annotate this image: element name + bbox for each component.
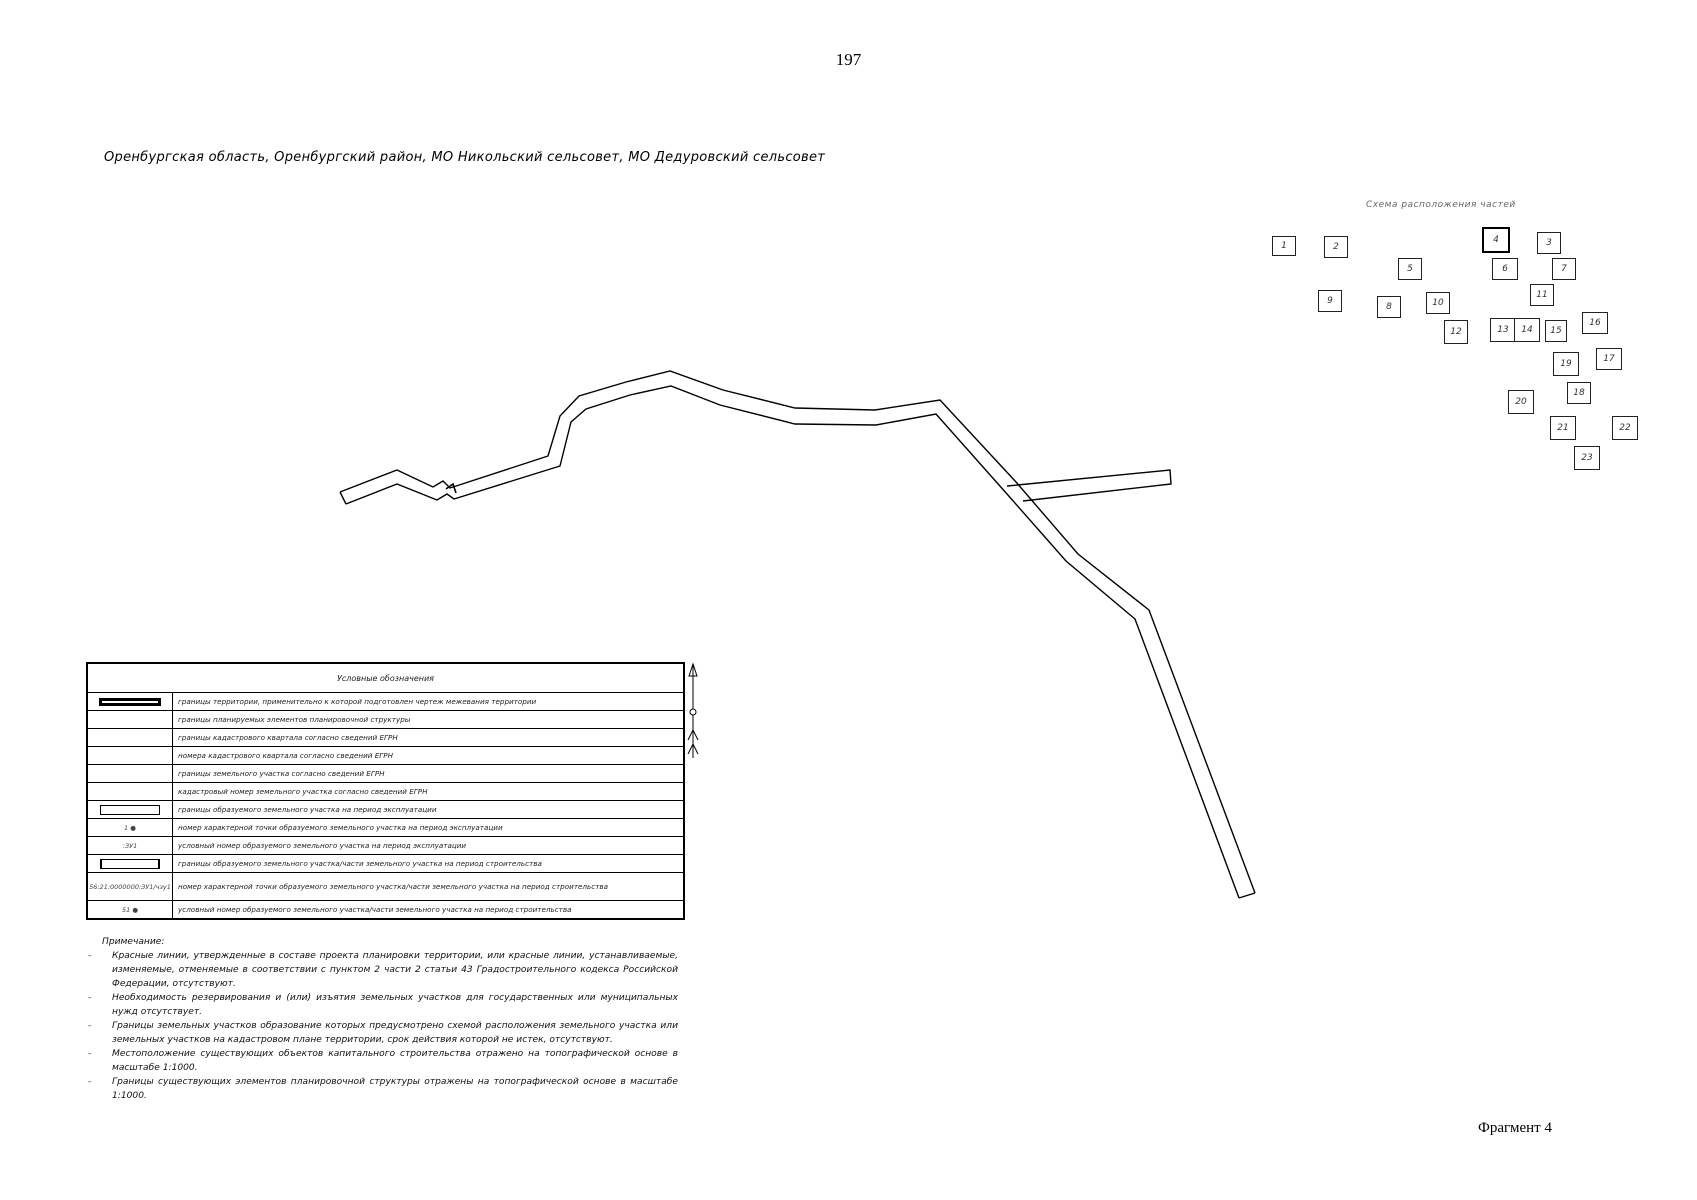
legend-text: кадастровый номер земельного участка согласно сведений ЕГРН xyxy=(178,786,428,796)
keymap-part-10[interactable] xyxy=(1426,292,1450,314)
keymap-part-label: 4 xyxy=(1493,235,1499,245)
keymap-part-16[interactable] xyxy=(1582,312,1608,334)
legend-symbol-label: 56:21:0000000:ЗУ1/чзу1 xyxy=(89,882,171,891)
legend-symbol-empty xyxy=(88,729,173,746)
legend-text: границы территории, применительно к которой подготовлен чертеж межевания территории xyxy=(178,696,537,706)
keymap-part-14[interactable] xyxy=(1514,318,1540,342)
legend-symbol-point: 1 ● xyxy=(88,819,173,836)
keymap-part-7[interactable] xyxy=(1552,258,1576,280)
note-item: - Границы земельных участков образование которых предусмотрено схемой расположения земельного участка или земельных участков на кадастровом плане территории, срок действия которой не истек, отсутствуют. xyxy=(86,1019,678,1047)
keymap-part-21[interactable] xyxy=(1550,416,1576,440)
keymap-part-17[interactable] xyxy=(1596,348,1622,370)
legend-text: границы планируемых элементов планировочной структуры xyxy=(178,714,411,724)
keymap-part-18[interactable] xyxy=(1567,382,1591,404)
legend-symbol-empty xyxy=(88,711,173,728)
legend-symbol-bracket xyxy=(88,855,173,872)
legend-symbol-thick-border xyxy=(88,693,173,710)
legend-row xyxy=(88,873,683,901)
page-number: 197 xyxy=(835,50,862,69)
keymap-part-9[interactable] xyxy=(1318,290,1342,312)
keymap-part-label: 12 xyxy=(1450,327,1462,337)
keymap-part-label: 8 xyxy=(1386,302,1392,312)
keymap-part-label: 19 xyxy=(1560,359,1572,369)
legend-row xyxy=(88,729,683,747)
legend-table xyxy=(86,662,685,920)
legend-symbol-box xyxy=(88,801,173,818)
note-item: - Местоположение существующих объектов капитального строительства отражено на топографической основе в масштабе 1:1000. xyxy=(86,1047,678,1075)
keymap-part-3[interactable] xyxy=(1537,232,1561,254)
legend-symbol-label: 51 xyxy=(121,905,131,914)
legend-title: Условные обозначения xyxy=(88,664,683,693)
corridor-branch xyxy=(1007,470,1171,501)
keymap-part-label: 5 xyxy=(1407,264,1413,274)
keymap-part-label: 13 xyxy=(1497,325,1509,335)
keymap-part-5[interactable] xyxy=(1398,258,1422,280)
keymap-part-4[interactable] xyxy=(1482,227,1510,253)
keymap-part-label: 11 xyxy=(1536,290,1548,300)
legend-text: условный номер образуемого земельного участка на период эксплуатации xyxy=(178,840,467,850)
keymap-part-20[interactable] xyxy=(1508,390,1534,414)
keymap-part-label: 17 xyxy=(1603,354,1615,364)
legend-text: границы образуемого земельного участка на период эксплуатации xyxy=(178,804,437,814)
note-item: - Границы существующих элементов планировочной структуры отражены на топографической основе в масштабе 1:1000. xyxy=(86,1075,678,1103)
legend-row xyxy=(88,693,683,711)
keymap-part-label: 6 xyxy=(1502,264,1508,274)
corridor-cap-west xyxy=(340,492,346,504)
legend-text: границы кадастрового квартала согласно сведений ЕГРН xyxy=(178,732,398,742)
keymap-part-label: 23 xyxy=(1581,453,1593,463)
legend-text: номер характерной точки образуемого земельного участка на период эксплуатации xyxy=(178,822,503,832)
keymap-part-label: 18 xyxy=(1573,388,1585,398)
keymap-part-2[interactable] xyxy=(1324,236,1348,258)
legend-symbol-label: 1 xyxy=(124,823,129,832)
keymap-part-label: 1 xyxy=(1281,241,1287,251)
keymap-part-label: 14 xyxy=(1521,325,1533,335)
legend-symbol-empty xyxy=(88,747,173,764)
legend-symbol-empty xyxy=(88,783,173,800)
note-item: - Красные линии, утвержденные в составе проекта планировки территории, или красные линии, устанавливаемые, изменяемые, отменяемые в соответствии с пунктом 2 части 2 статьи 43 Градостроительного кодекса Российской Федерации, отсутствуют. xyxy=(86,949,678,991)
keymap-part-1[interactable] xyxy=(1272,236,1296,256)
note-item: - Необходимость резервирования и (или) изъятия земельных участков для государственных или муниципальных нужд отсутствует. xyxy=(86,991,678,1019)
keymap-part-8[interactable] xyxy=(1377,296,1401,318)
legend-row xyxy=(88,747,683,765)
legend-row xyxy=(88,837,683,855)
legend-text: условный номер образуемого земельного участка/части земельного участка на период строительства xyxy=(178,904,572,914)
keymap-part-19[interactable] xyxy=(1553,352,1579,376)
notes-title: Примечание: xyxy=(102,937,165,947)
keymap-part-15[interactable] xyxy=(1545,320,1567,342)
legend-row xyxy=(88,801,683,819)
legend-row xyxy=(88,783,683,801)
legend-text: границы земельного участка согласно сведений ЕГРН xyxy=(178,768,385,778)
north-arrow-icon xyxy=(686,662,700,762)
legend-row xyxy=(88,765,683,783)
legend-text: границы образуемого земельного участка/части земельного участка на период строительства xyxy=(178,858,542,868)
corridor-cap-east xyxy=(1239,893,1255,898)
keymap-part-label: 10 xyxy=(1432,298,1444,308)
keymap-part-label: 9 xyxy=(1327,296,1333,306)
legend-symbol-label: :ЗУ1 xyxy=(122,841,138,850)
legend-row xyxy=(88,711,683,729)
keymap-title: Схема расположения частей xyxy=(1366,200,1516,210)
legend-text: номера кадастрового квартала согласно сведений ЕГРН xyxy=(178,750,393,760)
legend-symbol-label-cell xyxy=(88,873,173,900)
keymap-part-label: 2 xyxy=(1333,242,1339,252)
keymap-part-label: 22 xyxy=(1619,423,1631,433)
keymap-part-13[interactable] xyxy=(1490,318,1516,342)
keymap-part-12[interactable] xyxy=(1444,320,1468,344)
keymap-part-label: 3 xyxy=(1546,238,1552,248)
legend-symbol-label-cell xyxy=(88,837,173,854)
keymap-part-label: 7 xyxy=(1561,264,1567,274)
keymap-part-label: 20 xyxy=(1515,397,1527,407)
keymap-part-label: 16 xyxy=(1589,318,1601,328)
legend-symbol-empty xyxy=(88,765,173,782)
legend-row xyxy=(88,855,683,873)
keymap-part-22[interactable] xyxy=(1612,416,1638,440)
legend-symbol-point: 51 ● xyxy=(88,901,173,918)
keymap-part-23[interactable] xyxy=(1574,446,1600,470)
legend-row xyxy=(88,901,683,918)
notes xyxy=(86,935,678,1103)
keymap-part-label: 15 xyxy=(1550,326,1562,336)
keymap-part-6[interactable] xyxy=(1492,258,1518,280)
location-title: Оренбургская область, Оренбургский район, МО Никольский сельсовет, МО Дедуровский сельсовет xyxy=(104,150,826,165)
fragment-label: Фрагмент 4 xyxy=(1478,1120,1552,1136)
legend-row xyxy=(88,819,683,837)
keymap-part-11[interactable] xyxy=(1530,284,1554,306)
keymap-part-label: 21 xyxy=(1557,423,1569,433)
legend-text: номер характерной точки образуемого земельного участка/части земельного участка на период строительства xyxy=(178,881,609,891)
